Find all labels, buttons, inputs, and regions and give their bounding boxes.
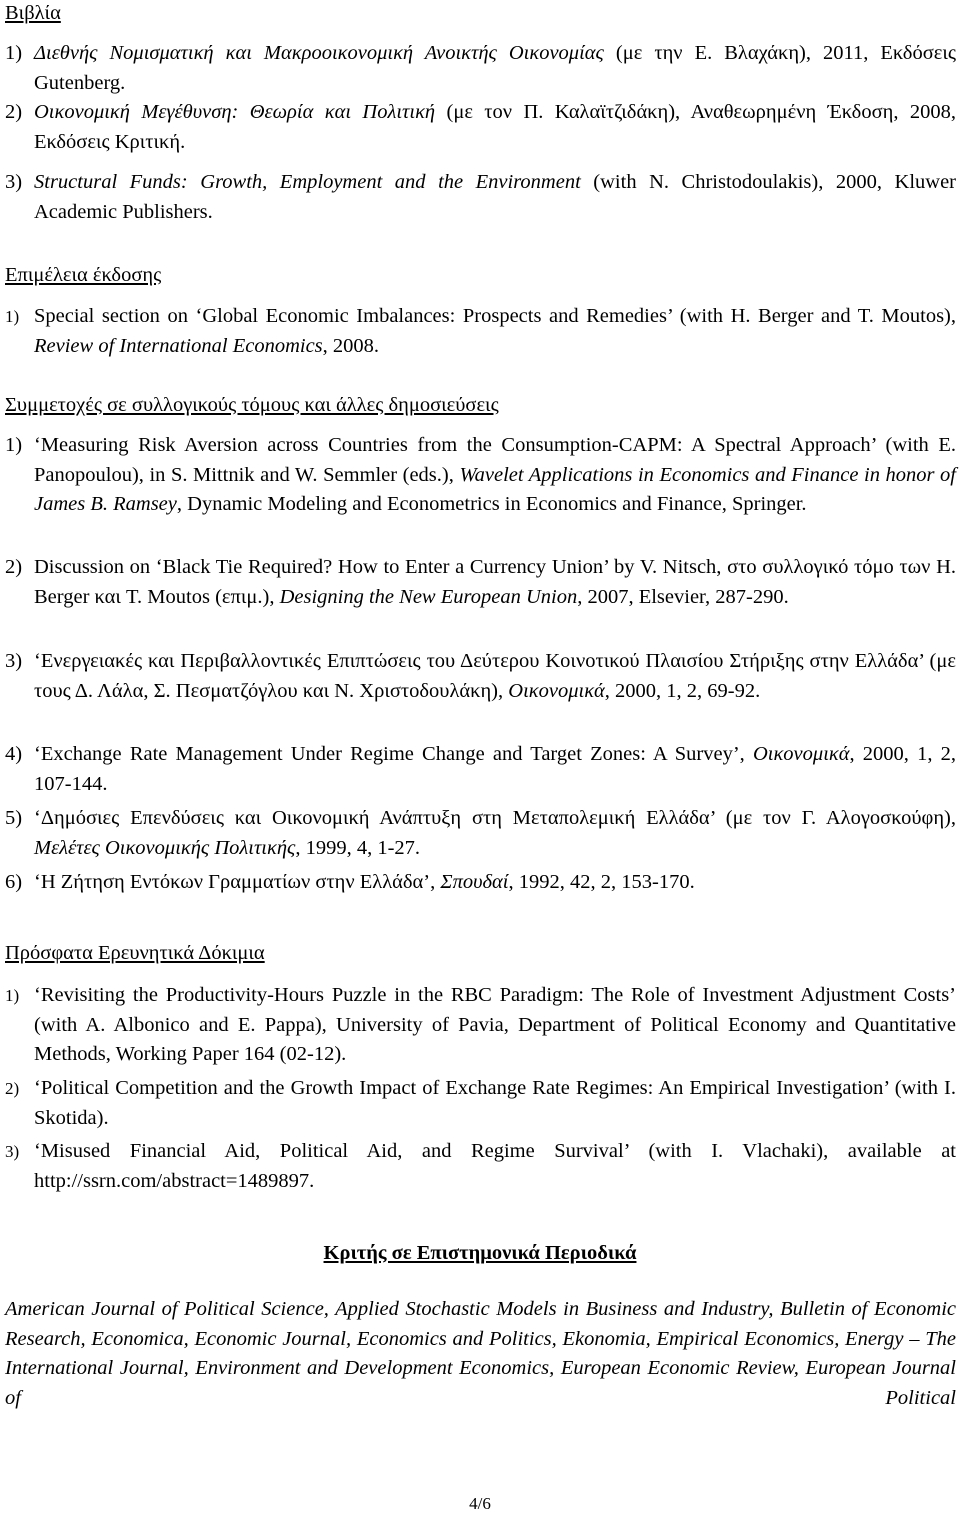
paper-item-3 (5, 1137, 956, 1196)
paper-text: ‘Revisiting the Productivity-Hours Puzzle in the RBC Paradigm: The Role of Investment Adjustment Costs’ (with A. Albonico and E. Pappa), University of Pavia, Department of Political Economy and Quantitative Methods, Working Paper 164 (02-12). (34, 984, 956, 1065)
book-title: Structural Funds: Growth, Employment and the Environment (34, 171, 581, 193)
page-number: 4/6 (469, 1494, 491, 1513)
contribution-text: ‘Η Ζήτηση Εντόκων Γραμματίων στην Ελλάδα’, (34, 871, 441, 893)
contribution-text-end: , 2007, Elsevier, 287-290. (577, 585, 789, 608)
contribution-italic: Μελέτες Οικονομικής Πολιτικής (34, 836, 296, 859)
paper-text: ‘Misused Financial Aid, Political Aid, and Regime Survival’ (with I. Vlachaki), available at http://ssrn.com/abstract=1489897. (34, 1140, 956, 1192)
contribution-item-3 (5, 647, 956, 706)
contributions-heading: Συμμετοχές σε συλλογικούς τόμους και άλλες δημοσιεύσεις (5, 394, 499, 416)
paper-item-1 (5, 981, 956, 1070)
journal-title: Review of International Economics (34, 334, 323, 357)
contribution-text: ‘Exchange Rate Management Under Regime Change and Target Zones: A Survey’, (34, 743, 753, 765)
editing-item-1 (5, 302, 956, 361)
book-details: (with N. Christodoulakis), 2000, Kluwer Academic Publishers. (34, 171, 956, 223)
contribution-text-end: , Dynamic Modeling and Econometrics in Economics and Finance, Springer. (176, 493, 807, 515)
item-number: 2) (5, 101, 23, 123)
papers-heading: Πρόσφατα Ερευνητικά Δόκιμια (5, 942, 265, 964)
editing-heading: Επιμέλεια έκδοσης (5, 264, 162, 286)
contribution-item-2 (5, 553, 956, 612)
contribution-text-end: , 2000, 1, 2, 69-92. (604, 679, 761, 702)
contribution-text-end: , 1992, 42, 2, 153-170. (508, 871, 695, 893)
book-item-2 (5, 98, 956, 157)
referee-heading: Κριτής σε Επιστημονικά Περιοδικά (323, 1242, 637, 1264)
item-number: 2) (5, 556, 23, 578)
contribution-text: Discussion on ‘Black Tie Required? How to Enter a Currency Union’ by V. Nitsch, στο συλλογικό τόμο των H. Berger και T. Moutos (επιμ.), (34, 556, 956, 608)
item-number: 4) (5, 743, 23, 765)
paper-item-2 (5, 1074, 956, 1133)
contribution-text: ‘Ενεργειακές και Περιβαλλοντικές Επιπτώσεις του Δεύτερου Κοινοτικού Πλαισίου Στήριξης στην Ελλάδα’ (με τους Δ. Λάλα, Σ. Πεσματζόγλου και Ν. Χριστοδουλάκη), (34, 650, 956, 702)
contribution-item-5 (5, 804, 956, 863)
contribution-item-1 (5, 431, 956, 520)
contribution-italic: Οικονομικά (508, 679, 605, 702)
item-number: 1) (5, 42, 23, 64)
contribution-text: ‘Measuring Risk Aversion across Countries from the Consumption-CAPM: A Spectral Approach’ (with E. Panopoulou), in S. Mittnik and W. Semmler (eds.), (34, 434, 956, 486)
item-number: 1) (5, 307, 20, 326)
books-heading: Βιβλία (5, 2, 61, 24)
item-number: 1) (5, 434, 23, 456)
contribution-italic: Designing the New European Union (279, 585, 578, 608)
item-number: 6) (5, 871, 23, 893)
contribution-item-6 (5, 868, 956, 898)
book-item-3 (5, 168, 956, 227)
contribution-italic: Οικονομικά (752, 743, 850, 765)
item-number: 3) (5, 1142, 20, 1161)
item-number: 5) (5, 807, 23, 829)
editing-year: , 2008. (322, 334, 380, 357)
contribution-text: ‘Δημόσιες Επενδύσεις και Οικονομική Ανάπτυξη στη Μεταπολεμική Ελλάδα’ (με τον Γ. Αλογοσκούφη), (34, 807, 956, 829)
contribution-text-end: , 2000, 1, 2, 107-144. (34, 743, 957, 795)
item-number: 2) (5, 1079, 20, 1098)
contribution-text-end: , 1999, 4, 1-27. (295, 836, 421, 859)
book-details: (με την Ε. Βλαχάκη), 2011, Εκδόσεις Gutenberg. (34, 42, 957, 94)
book-item-1 (5, 39, 956, 98)
paper-text: ‘Political Competition and the Growth Impact of Exchange Rate Regimes: An Empirical Investigation’ (with I. Skotida). (34, 1077, 956, 1129)
item-number: 3) (5, 171, 23, 193)
item-number: 3) (5, 650, 23, 672)
book-title: Διεθνής Νομισματική και Μακροοικονομική Ανοικτής Οικονομίας (34, 42, 604, 64)
contribution-italic: Wavelet Applications in Economics and Finance in honor of James B. Ramsey (34, 463, 956, 515)
contribution-item-4 (5, 740, 956, 799)
contribution-italic: Σπουδαί (440, 871, 509, 893)
item-number: 1) (5, 986, 20, 1005)
referee-journals: American Journal of Political Science, Applied Stochastic Models in Business and Industry, Bulletin of Economic Research, Economica, Economic Journal, Economics and Politics, Ekonomia, Empirical Economics, Energy – The International Journal, Environment and Development Economics, European Economic Review, European Journal of Political (5, 1298, 956, 1409)
book-title: Οικονομική Μεγέθυνση: Θεωρία και Πολιτική (34, 101, 436, 123)
editing-text: Special section on ‘Global Economic Imbalances: Prospects and Remedies’ (with H. Berger and T. Moutos), (34, 305, 956, 327)
book-details: (με τον Π. Καλαϊτζιδάκη), Αναθεωρημένη Έκδοση, 2008, Εκδόσεις Κριτική. (34, 101, 957, 153)
